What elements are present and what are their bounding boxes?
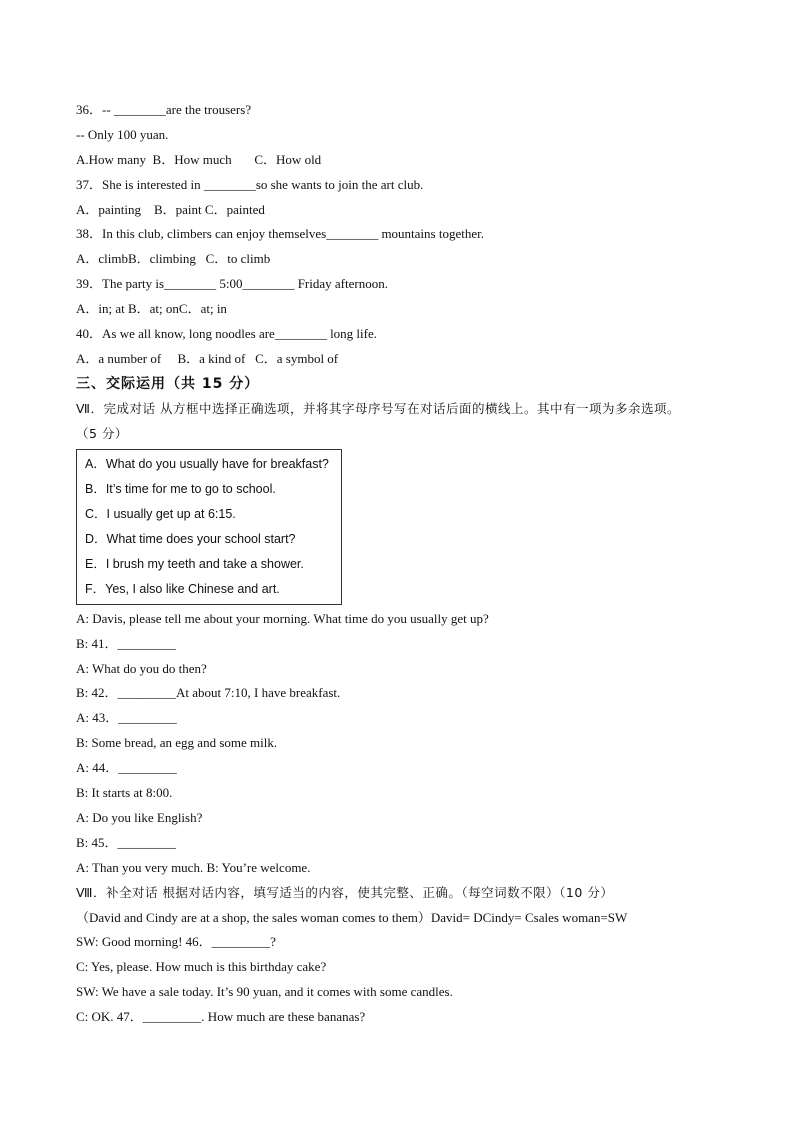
dialogue-2 <box>76 930 736 1030</box>
dialogue-line: A: Than you very much. B: You’re welcome. <box>76 859 311 875</box>
dialogue-1 <box>76 607 736 881</box>
question-37-choices: A．painting B．paint C．painted <box>76 201 265 217</box>
part-8-context: （David and Cindy are at a shop, the sales woman comes to them）David= DCindy= Csales woman=SW <box>76 909 628 925</box>
dialogue-line-blank-41: B: 41．_________ <box>76 635 177 651</box>
dialogue-line-blank-43: A: 43．_________ <box>76 710 177 726</box>
part-8-instruction: Ⅷ．补全对话 根据对话内容，填写适当的内容，使其完整、正确。（每空词数不限）（10 分） <box>76 884 614 900</box>
dialogue-line: A: Davis, please tell me about your morning. What time do you usually get up? <box>76 610 489 626</box>
option-d: D．What time does your school start? <box>85 532 296 547</box>
option-f: F．Yes, I also like Chinese and art. <box>85 581 280 596</box>
question-40-stem: 40．As we all know, long noodles are________ long life. <box>76 326 377 342</box>
part-7-instruction: Ⅶ．完成对话 从方框中选择正确选项，并将其字母序号写在对话后面的横线上。其中有一项为多余选项。 <box>76 400 680 416</box>
option-a: A．What do you usually have for breakfast? <box>85 457 329 472</box>
question-36-choices: A.How many B．How much C．How old <box>76 151 322 167</box>
dialogue-line: SW: We have a sale today. It’s 90 yuan, and it comes with some candles. <box>76 984 453 1000</box>
question-36-stem: 36．-- ________are the trousers? <box>76 102 252 117</box>
dialogue-line: B: It starts at 8:00. <box>76 785 173 801</box>
part-7-score: （5 分） <box>76 425 128 441</box>
dialogue-line-blank-42: B: 42．_________At about 7:10, I have breakfast. <box>76 685 341 701</box>
exam-page <box>76 98 736 1030</box>
option-e: E．I brush my teeth and take a shower. <box>85 557 304 572</box>
options-box <box>76 449 342 604</box>
section-3-heading: 三、交际运用（共 15 分） <box>76 375 260 392</box>
dialogue-line-blank-47: C: OK. 47．_________. How much are these bananas? <box>76 1009 366 1025</box>
questions-36-40 <box>76 98 736 372</box>
question-40-choices: A．a number of B．a kind of C．a symbol of <box>76 350 339 366</box>
question-38-choices: A．climbB．climbing C．to climb <box>76 251 271 267</box>
dialogue-line: A: Do you like English? <box>76 809 203 825</box>
dialogue-line-blank-44: A: 44．_________ <box>76 760 177 776</box>
dialogue-line-blank-45: B: 45．_________ <box>76 834 177 850</box>
dialogue-line-blank-46: SW: Good morning! 46．_________? <box>76 934 276 950</box>
option-c: C．I usually get up at 6:15. <box>85 507 236 522</box>
dialogue-line: A: What do you do then? <box>76 660 207 676</box>
dialogue-line: B: Some bread, an egg and some milk. <box>76 735 278 751</box>
question-39-stem: 39．The party is________ 5:00________ Friday afternoon. <box>76 276 388 292</box>
question-39-choices: A．in; at B．at; onC．at; in <box>76 301 227 317</box>
option-b: B．It’s time for me to go to school. <box>85 482 276 497</box>
question-36-reply: -- Only 100 yuan. <box>76 126 169 142</box>
question-38-stem: 38．In this club, climbers can enjoy themselves________ mountains together. <box>76 226 484 242</box>
question-37-stem: 37．She is interested in ________so she wants to join the art club. <box>76 176 424 192</box>
dialogue-line: C: Yes, please. How much is this birthday cake? <box>76 959 327 975</box>
